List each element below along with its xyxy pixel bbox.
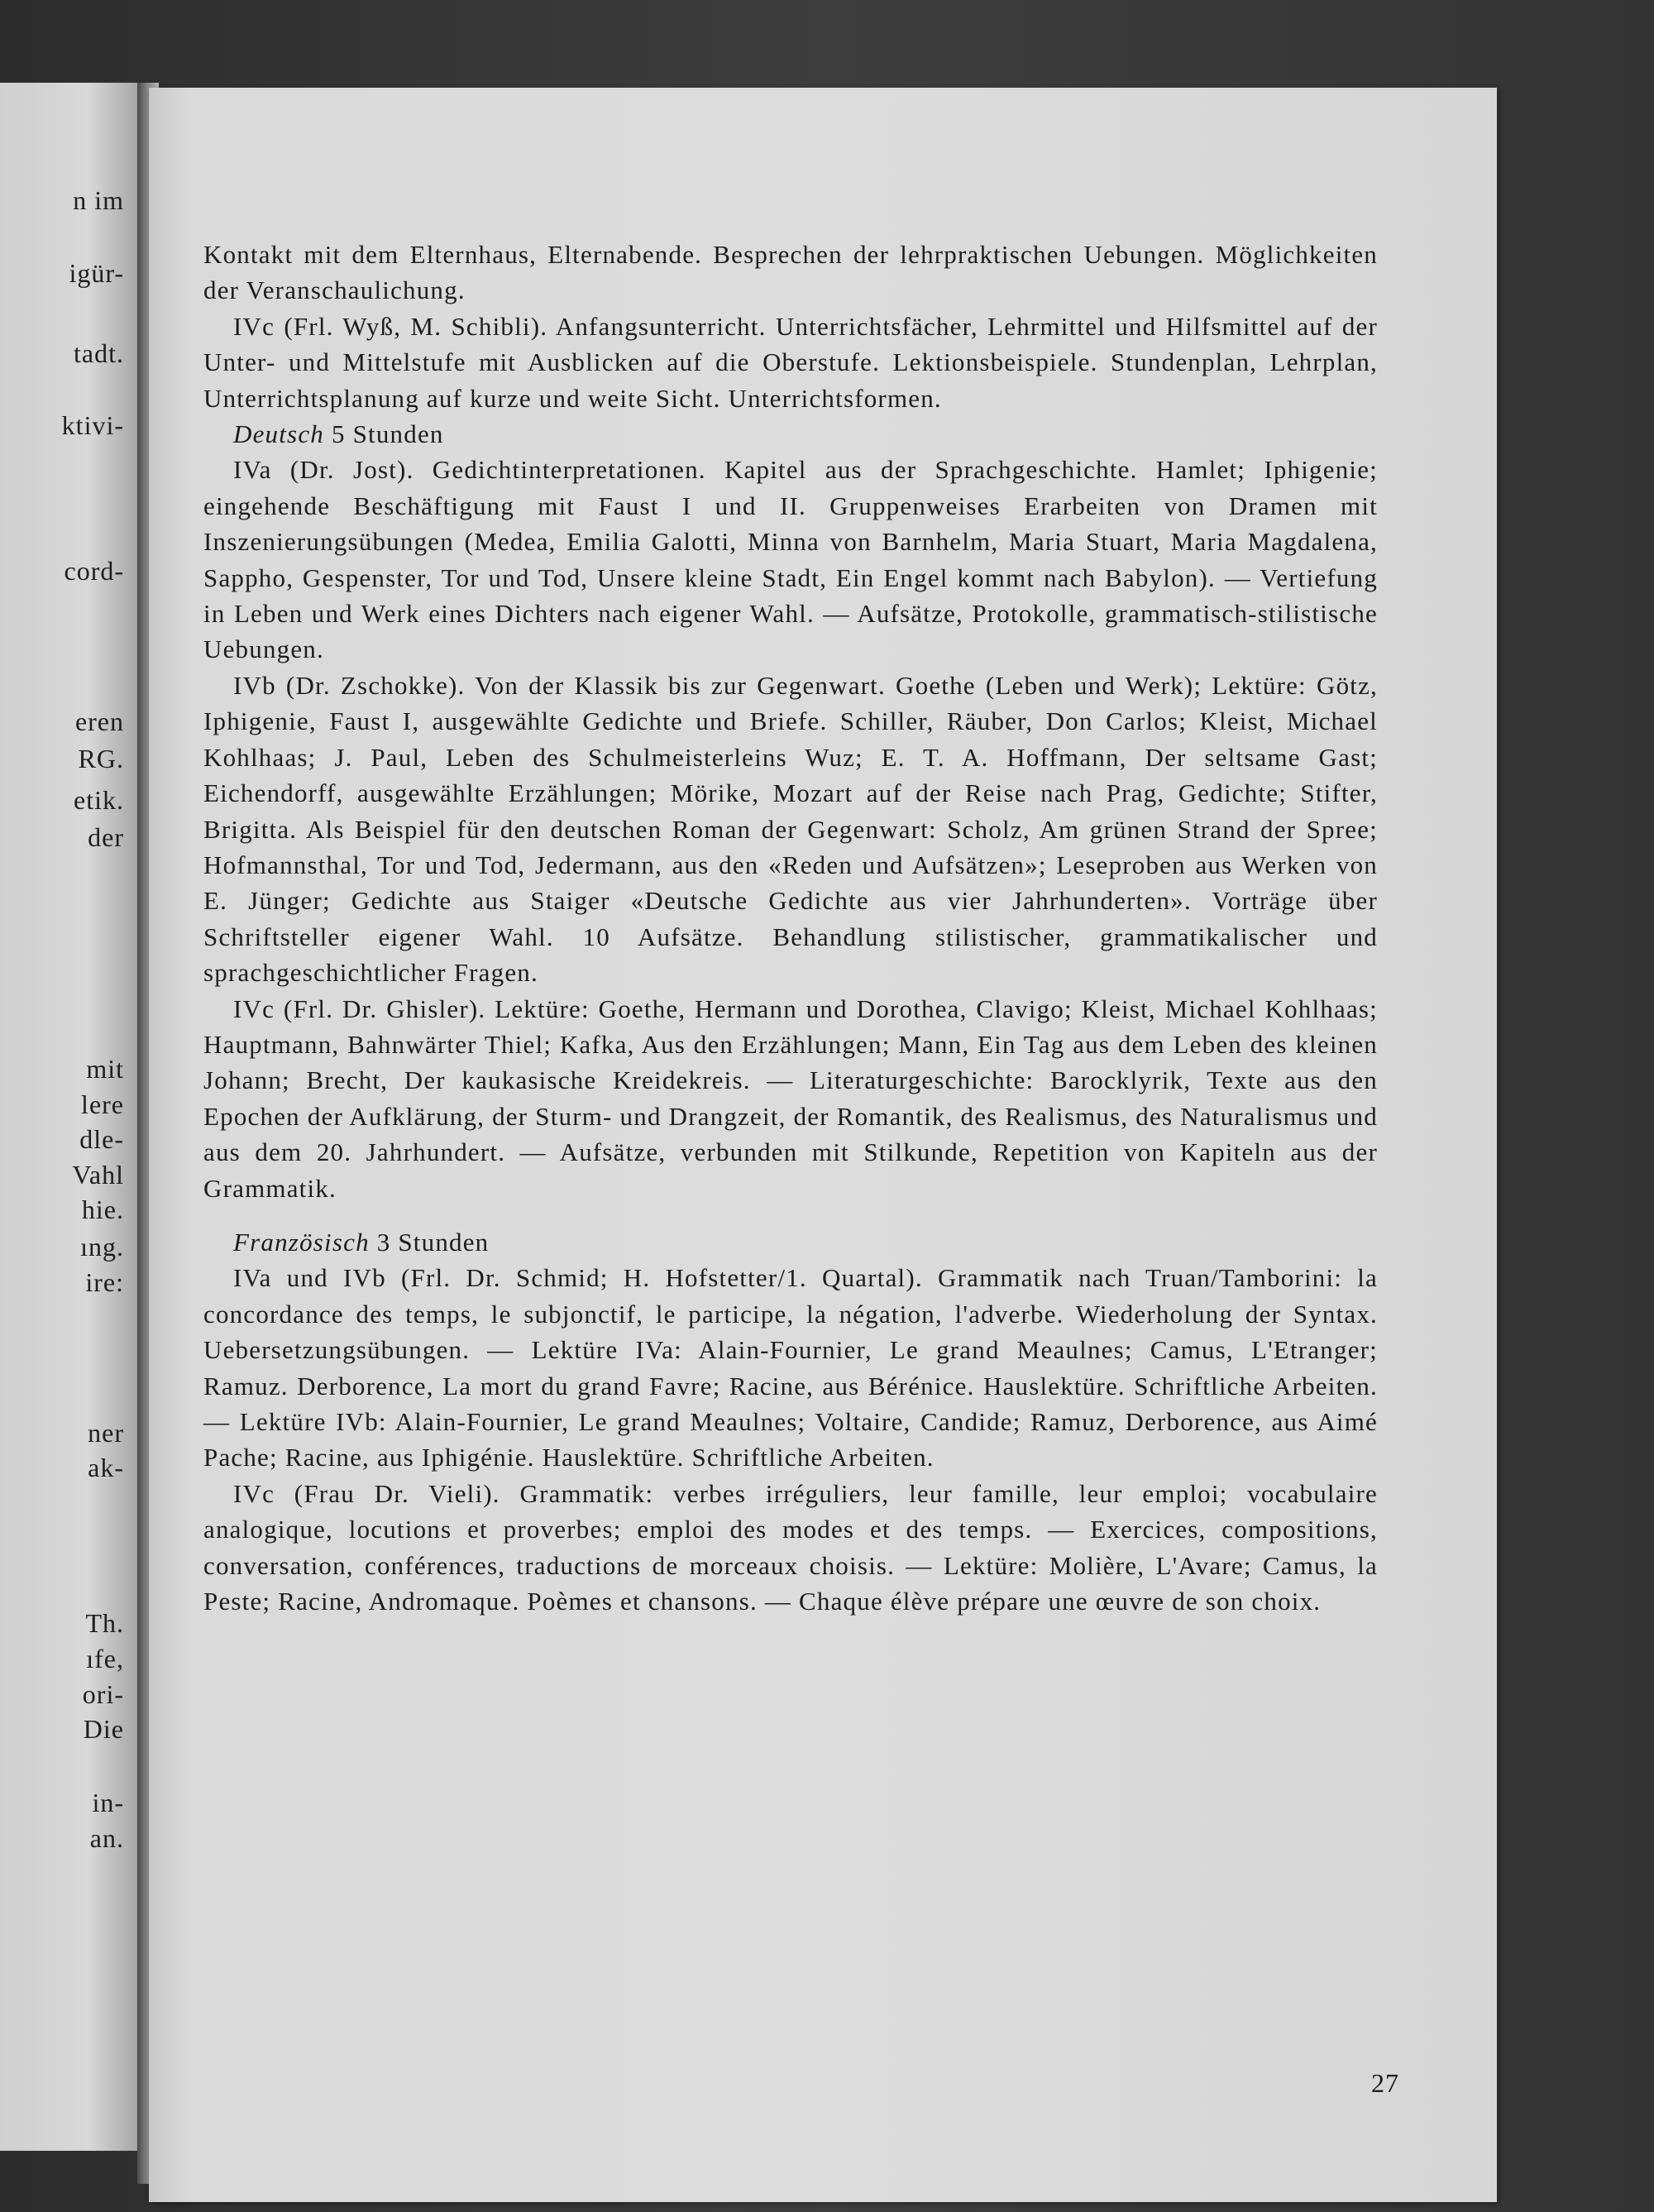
deutsch-paragraph-iva: IVa (Dr. Jost). Gedichtinterpretationen. Kapitel aus der Sprachgeschichte. Hamlet; Iphigenie; eingehende Beschäftigung mit Faust I und II. Gruppenweises Erarbeiten von Dramen mit Inszenierungsübungen (Medea, Emilia Galotti, Minna von Barnhelm, Maria Stuart, Maria Magdalena, Sappho, Gespenster, Tor und Tod, Unsere kleine Stadt, Ein Engel kommt nach Babylon). — Vertiefung in Leben und Werk eines Dichters nach eigener Wahl. — Aufsätze, Protokolle, grammatisch-stilistische Uebungen.: [203, 455, 1378, 664]
previous-page-text-fragment: ire:: [85, 1267, 124, 1297]
section-heading-deutsch: [203, 416, 1378, 452]
previous-page-text-fragment: ak-: [88, 1453, 124, 1482]
previous-page-text-fragment: Die: [83, 1714, 124, 1744]
previous-page-text-fragment: ıng.: [80, 1232, 124, 1262]
previous-page-edge: [0, 83, 147, 2151]
subject-name: Deutsch: [233, 419, 324, 449]
deutsch-paragraph-ivb: IVb (Dr. Zschokke). Von der Klassik bis zur Gegenwart. Goethe (Leben und Werk); Lektüre: Götz, Iphigenie, Faust I, ausgewählte Gedichte und Briefe. Schiller, Räuber, Don Carlos; Kleist, Michael Kohlhaas; J. Paul, Leben des Schulmeisterleins Wuz; E. T. A. Hoffmann, Der seltsame Gast; Eichendorff, ausgewählte Erzählungen; Mörike, Mozart auf der Reise nach Prag, Gedichte; Stifter, Brigitta. Als Beispiel für den deutschen Roman der Gegenwart: Scholz, Am grünen Strand der Spree; Hofmannsthal, Tor und Tod, Jedermann, aus den «Reden und Aufsätzen»; Leseproben aus Werken von E. Jünger; Gedichte aus Staiger «Deutsche Gedichte aus vier Jahrhunderten». Vorträge über Schriftsteller eigener Wahl. 10 Aufsätze. Behandlung stilistischer, grammatikalischer und sprachgeschichtlicher Fragen.: [203, 670, 1378, 988]
previous-page-text-fragment: in-: [92, 1788, 124, 1817]
subject-hours: 3 Stunden: [376, 1227, 490, 1257]
previous-page-text-fragment: etik.: [74, 785, 124, 815]
previous-page-text-fragment: der: [88, 822, 124, 852]
deutsch-paragraph-ivc: IVc (Frl. Dr. Ghisler). Lektüre: Goethe, Hermann und Dorothea, Clavigo; Kleist, Michael Kohlhaas; Hauptmann, Bahnwärter Thiel; Kafka, Aus den Erzählungen; Mann, Ein Tag aus dem Leben des kleinen Johann; Brecht, Der kaukasische Kreidekreis. — Literaturgeschichte: Barocklyrik, Texte aus den Epochen der Aufklärung, der Sturm- und Drangzeit, der Romantik, des Realismus, des Naturalismus und aus dem 20. Jahrhundert. — Aufsätze, verbunden mit Stilkunde, Repetition von Kapiteln aus der Grammatik.: [203, 993, 1378, 1203]
previous-page-text-fragment: RG.: [78, 744, 124, 773]
previous-page-text-fragment: lere: [81, 1089, 124, 1119]
intro-paragraph-2: IVc (Frl. Wyß, M. Schibli). Anfangsunterricht. Unterrichtsfächer, Lehrmittel und Hilfsmittel auf der Unter- und Mittelstufe mit Ausblicken auf die Oberstufe. Lektionsbeispiele. Stundenplan, Lehrplan, Unterrichtsplanung auf kurze und weite Sicht. Unterrichtsformen.: [203, 311, 1378, 413]
previous-page-text-fragment: hie.: [81, 1195, 124, 1224]
previous-page-text-fragment: n im: [73, 185, 124, 215]
previous-page-text-fragment: Th.: [85, 1608, 124, 1638]
previous-page-text-fragment: dle-: [79, 1124, 124, 1154]
franzoesisch-paragraph-ivc: IVc (Frau Dr. Vieli). Grammatik: verbes irréguliers, leur famille, leur emploi; vocabulaire analogique, locutions et proverbes; emploi des modes et des temps. — Exercices, compositions, conversation, conférences, traductions de morceaux choisis. — Lektüre: Molière, L'Avare; Camus, la Peste; Racine, Andromaque. Poèmes et chansons. — Chaque élève prépare une œuvre de son choix.: [203, 1478, 1378, 1616]
previous-page-text-fragment: ktivi-: [61, 410, 124, 440]
previous-page-text-fragment: tadt.: [74, 338, 124, 368]
book-page: [149, 88, 1497, 2202]
page-number: 27: [1371, 2068, 1399, 2098]
previous-page-text-fragment: eren: [74, 706, 124, 736]
previous-page-text-fragment: ori-: [82, 1679, 124, 1709]
page-text: [203, 237, 1378, 1619]
previous-page-text-fragment: ıfe,: [86, 1644, 124, 1673]
previous-page-text-fragment: an.: [89, 1823, 124, 1853]
previous-page-text-fragment: Vahl: [72, 1160, 124, 1190]
section-heading-franzoesisch: [203, 1224, 1378, 1260]
subject-name: Französisch: [233, 1227, 370, 1257]
subject-hours: 5 Stunden: [331, 419, 444, 449]
previous-page-text-fragment: mit: [86, 1054, 124, 1084]
previous-page-text-fragment: igür-: [69, 258, 124, 288]
previous-page-text-fragment: ner: [88, 1418, 124, 1448]
franzoesisch-paragraph-iva-ivb: IVa und IVb (Frl. Dr. Schmid; H. Hofstetter/1. Quartal). Grammatik nach Truan/Tamborini: la concordance des temps, le subjonctif, le participe, la négation, l'adverbe. Wiederholung der Syntax. Uebersetzungsübungen. — Lektüre IVa: Alain-Fournier, Le grand Meaulnes; Camus, L'Etranger; Ramuz. Derborence, La mort du grand Favre; Racine, aus Bérénice. Hauslektüre. Schriftliche Arbeiten. — Lektüre IVb: Alain-Fournier, Le grand Meaulnes; Voltaire, Candide; Ramuz, Derborence, aus Aimé Pache; Racine, aus Iphigénie. Hauslektüre. Schriftliche Arbeiten.: [203, 1263, 1378, 1472]
intro-paragraph-1: Kontakt mit dem Elternhaus, Elternabende. Besprechen der lehrpraktischen Uebungen. Möglichkeiten der Veranschaulichung.: [203, 240, 1378, 305]
previous-page-text-fragment: cord-: [64, 556, 124, 586]
